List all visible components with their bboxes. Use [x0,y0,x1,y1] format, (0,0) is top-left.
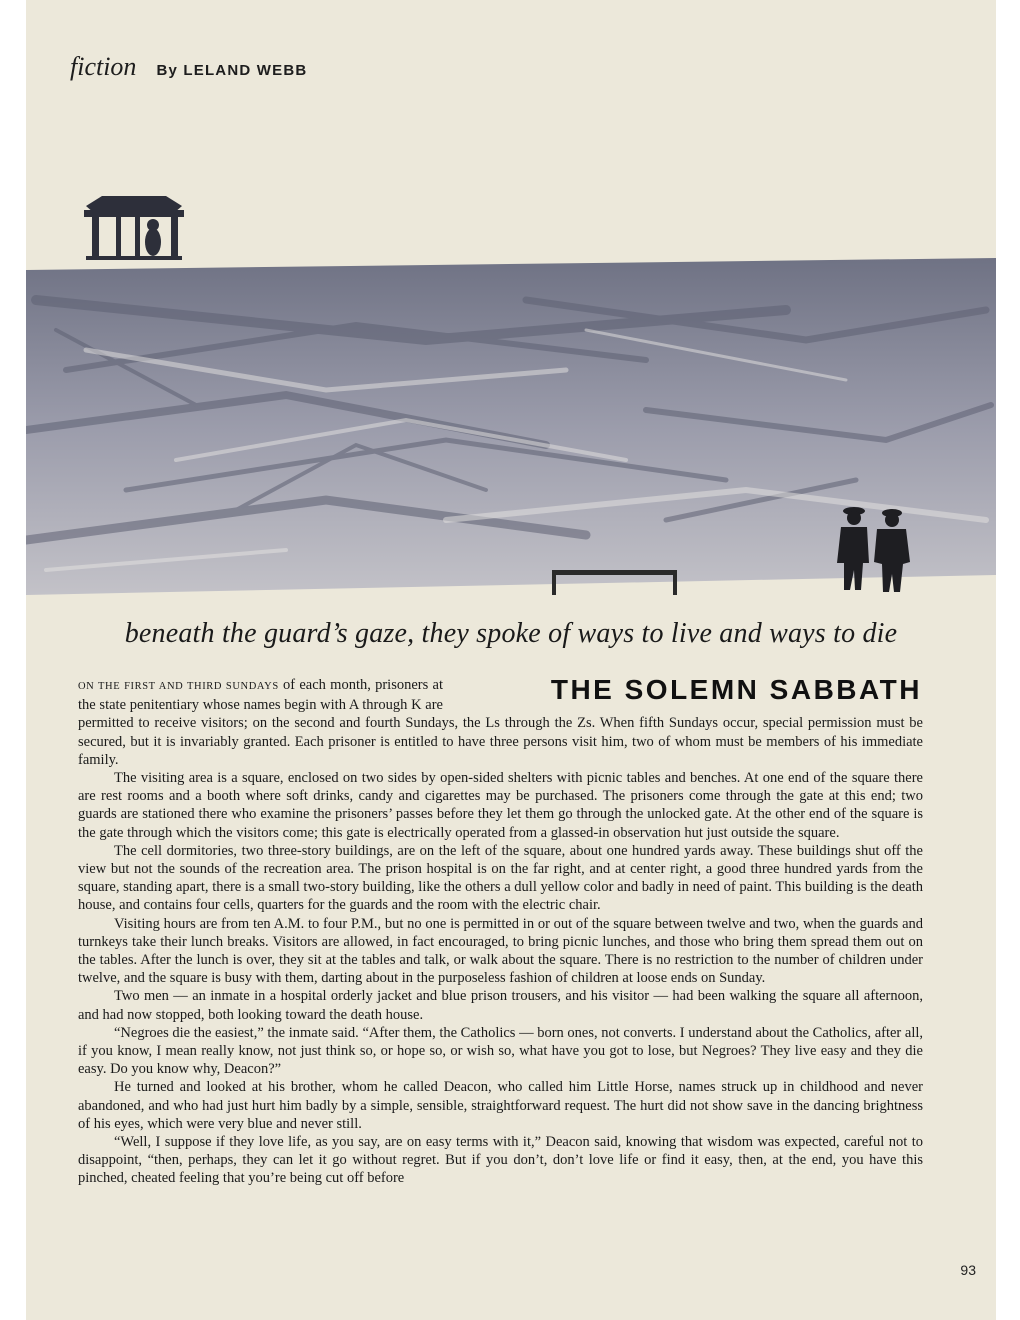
article-body [78,676,923,1188]
article-subtitle: beneath the guard’s gaze, they spoke of ways to live and ways to die [124,618,898,649]
paragraph: “Negroes die the easiest,” the inmate said. “After them, the Catholics — born ones, not converts. I understand about the Catholics, after all, if you know, I mean really know, not just think so, or hope so, or wish so, what have you got to lose, but Negroes? They live easy and they die easy. Do you know why, Deacon?” [78,1024,923,1078]
illustration-prison-yard [26,190,996,595]
paragraph: Two men — an inmate in a hospital orderly jacket and blue prison trousers, and his visitor — had been walking the square all afternoon, and had now stopped, both looking toward the death house. [78,988,923,1023]
article-header [70,52,307,82]
paragraph-text: of each month, prisoners at the state penitentiary whose names begin with A through K are permitted to receive visitors; on the second and fourth Sundays, the Ls through the Zs. When fifth Sundays occur, special permission must be secured, but it is invariably granted. Each prisoner is entitled to have three persons visit him, two of whom must be members of his immediate family. [78,677,923,768]
page-number: 93 [960,1262,976,1278]
article-title: THE SOLEMN SABBATH [550,674,922,705]
intro-smallcaps: ON THE FIRST AND THIRD SUNDAYS [78,681,279,692]
paragraph: The cell dormitories, two three-story buildings, are on the left of the square, about one hundred yards away. These buildings shut off the view but not the sounds of the recreation area. The prison hospital is on the far right, and at center right, a good three hundred yards from the square, standing apart, there is a small two-story building, like the others a dull yellow color and badly in need of paint. This building is the death house, and contains four cells, quarters for the guards and the room with the electric chair. [78,842,923,914]
byline: By LELAND WEBB [156,62,308,79]
paragraph: Visiting hours are from ten A.M. to four P.M., but no one is permitted in or out of the square between twelve and two, when the guards and turnkeys take their lunch breaks. Visitors are allowed, in fact encouraged, to bring picnic lunches, and those who bring them spread them out on the tables. After the lunch is over, they sit at the tables and talk, or walk about the square. There is no restriction to the number of children under twelve, and the square is busy with them, darting about in the purposeless fashion of children at loose ends on Sunday. [78,915,923,987]
section-label: fiction [70,52,137,81]
title-spacer [443,676,923,710]
paragraph: “Well, I suppose if they love life, as you say, are on easy terms with it,” Deacon said, knowing that wisdom was expected, careful not to disappoint, “then, perhaps, they can let it go without regret. But if you don’t, don’t love life or find it easy, then, at the end, you have this pinched, cheated feeling that you’re being cut off before [78,1134,923,1187]
paragraph: He turned and looked at his brother, whom he called Deacon, who called him Little Horse, names struck up in childhood and never abandoned, and who had just hurt him badly by a simple, sensible, straightforward request. The hurt did not show save in the dancing brightness of his eyes, which were very blue and never still. [78,1079,923,1132]
paragraph: The visiting area is a square, enclosed on two sides by open-sided shelters with picnic tables and benches. At one end of the square there are rest rooms and a booth where soft drinks, candy and cigarettes may be purchased. The prisoners come through the gate at this end; two guards are stationed there who examine the prisoners’ passes before they let them go through the unlocked gate. At the other end of the square is the gate through which the visitors come; this gate is electrically operated from a glassed-in observation hut just outside the square. [78,770,923,841]
magazine-page [26,0,996,1320]
